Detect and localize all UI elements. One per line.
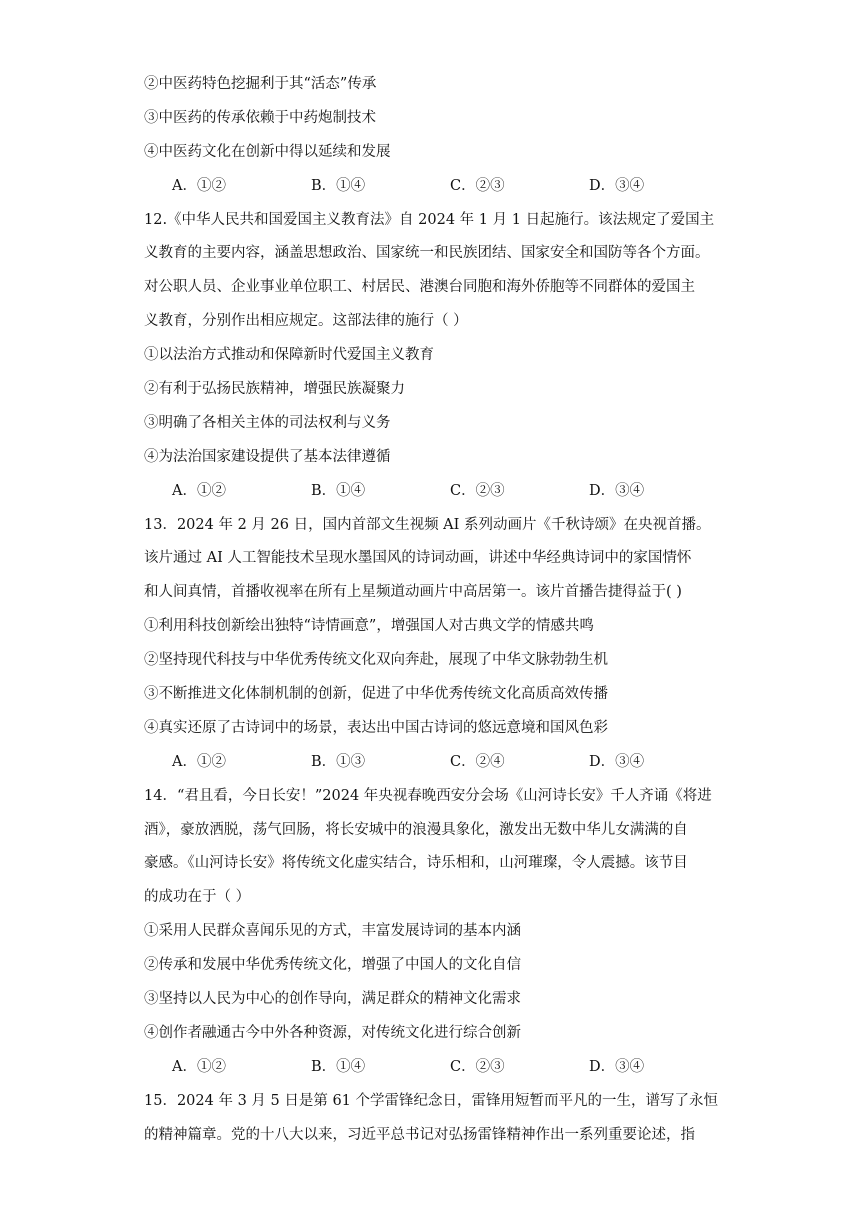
- statement: ③不断推进文化体制机制的创新，促进了中华优秀传统文化高质高效传播: [144, 686, 608, 703]
- question-text: 14．“君且看，今日长安！”2024 年央视春晚西安分会场《山河诗长安》千人齐诵《将进: [144, 787, 712, 804]
- statement: ②中医药特色挖掘利于其“活态”传承: [144, 76, 377, 92]
- option-b: B．①③: [311, 753, 366, 770]
- question-11-continuation: [144, 68, 720, 204]
- statement: ②坚持现代科技与中华优秀传统文化双向奔赴，展现了中华文脉勃勃生机: [144, 652, 608, 669]
- question-text: 和人间真情，首播收视率在所有上星频道动画片中高居第一。该片首播告捷得益于( ): [144, 584, 682, 601]
- question-text: 义教育的主要内容，涵盖思想政治、国家统一和民族团结、国家安全和国防等各个方面。: [144, 245, 710, 262]
- question-text: 12.《中华人民共和国爱国主义教育法》自 2024 年 1 月 1 日起施行。该法规定了爱国主: [144, 211, 715, 228]
- option-c: C．②③: [450, 1058, 505, 1075]
- question-13: [144, 509, 720, 780]
- question-12: [144, 204, 720, 509]
- option-c: C．②③: [450, 482, 505, 499]
- statement: ③中医药的传承依赖于中药炮制技术: [144, 109, 376, 126]
- statement: ④为法治国家建设提供了基本法律遵循: [144, 448, 391, 465]
- option-c: C．②③: [450, 177, 505, 194]
- statement: ④中医药文化在创新中得以延续和发展: [144, 143, 391, 160]
- option-d: D．③④: [589, 753, 645, 770]
- option-b: B．①④: [311, 177, 366, 194]
- option-c: C．②④: [450, 753, 505, 770]
- option-a: A．①②: [172, 1058, 226, 1075]
- question-text: 对公职人员、企业事业单位职工、村居民、港澳台同胞和海外侨胞等不同群体的爱国主: [144, 279, 695, 296]
- question-15: [144, 1085, 720, 1153]
- question-text: 豪感。《山河诗长安》将传统文化虚实结合，诗乐相和，山河璀璨，令人震撼。该节目: [144, 855, 688, 872]
- answer-options: [144, 1051, 720, 1085]
- answer-options: [144, 746, 720, 780]
- option-b: B．①④: [311, 1058, 366, 1075]
- answer-options: [144, 475, 720, 509]
- question-text: 的精神篇章。党的十八大以来，习近平总书记对弘扬雷锋精神作出一系列重要论述，指: [144, 1126, 695, 1143]
- question-text: 的成功在于（ ）: [144, 889, 251, 906]
- exam-page: [144, 68, 720, 1153]
- statement: ①采用人民群众喜闻乐见的方式，丰富发展诗词的基本内涵: [144, 923, 521, 940]
- answer-options: [144, 170, 720, 204]
- statement: ④创作者融通古今中外各种资源，对传统文化进行综合创新: [144, 1024, 521, 1041]
- statement: ③明确了各相关主体的司法权利与义务: [144, 414, 391, 431]
- question-text: 酒》，豪放洒脱，荡气回肠，将长安城中的浪漫具象化，激发出无数中华儿女满满的自: [144, 821, 688, 838]
- statement: ④真实还原了古诗词中的场景，表达出中国古诗词的悠远意境和国风色彩: [144, 719, 608, 736]
- option-a: A．①②: [172, 177, 226, 194]
- statement: ②传承和发展中华优秀传统文化，增强了中国人的文化自信: [144, 957, 521, 974]
- option-a: A．①②: [172, 482, 226, 499]
- question-text: 13．2024 年 2 月 26 日，国内首部文生视频 AI 系列动画片《千秋诗颂》在央视首播。: [144, 516, 711, 533]
- statement: ①以法治方式推动和保障新时代爱国主义教育: [144, 347, 434, 364]
- question-text: 该片通过 AI 人工智能技术呈现水墨国风的诗词动画，讲述中华经典诗词中的家国情怀: [144, 550, 692, 567]
- question-14: [144, 780, 720, 1085]
- question-text: 15．2024 年 3 月 5 日是第 61 个学雷锋纪念日，雷锋用短暂而平凡的一生，谱写了永恒: [144, 1092, 719, 1109]
- option-d: D．③④: [589, 482, 645, 499]
- option-d: D．③④: [589, 177, 645, 194]
- option-b: B．①④: [311, 482, 366, 499]
- statement: ①利用科技创新绘出独特“诗情画意”，增强国人对古典文学的情感共鸣: [144, 618, 594, 635]
- option-d: D．③④: [589, 1058, 645, 1075]
- question-text: 义教育，分别作出相应规定。这部法律的施行（ ）: [144, 313, 468, 330]
- statement: ②有利于弘扬民族精神，增强民族凝聚力: [144, 381, 405, 398]
- statement: ③坚持以人民为中心的创作导向，满足群众的精神文化需求: [144, 991, 521, 1008]
- option-a: A．①②: [172, 753, 226, 770]
